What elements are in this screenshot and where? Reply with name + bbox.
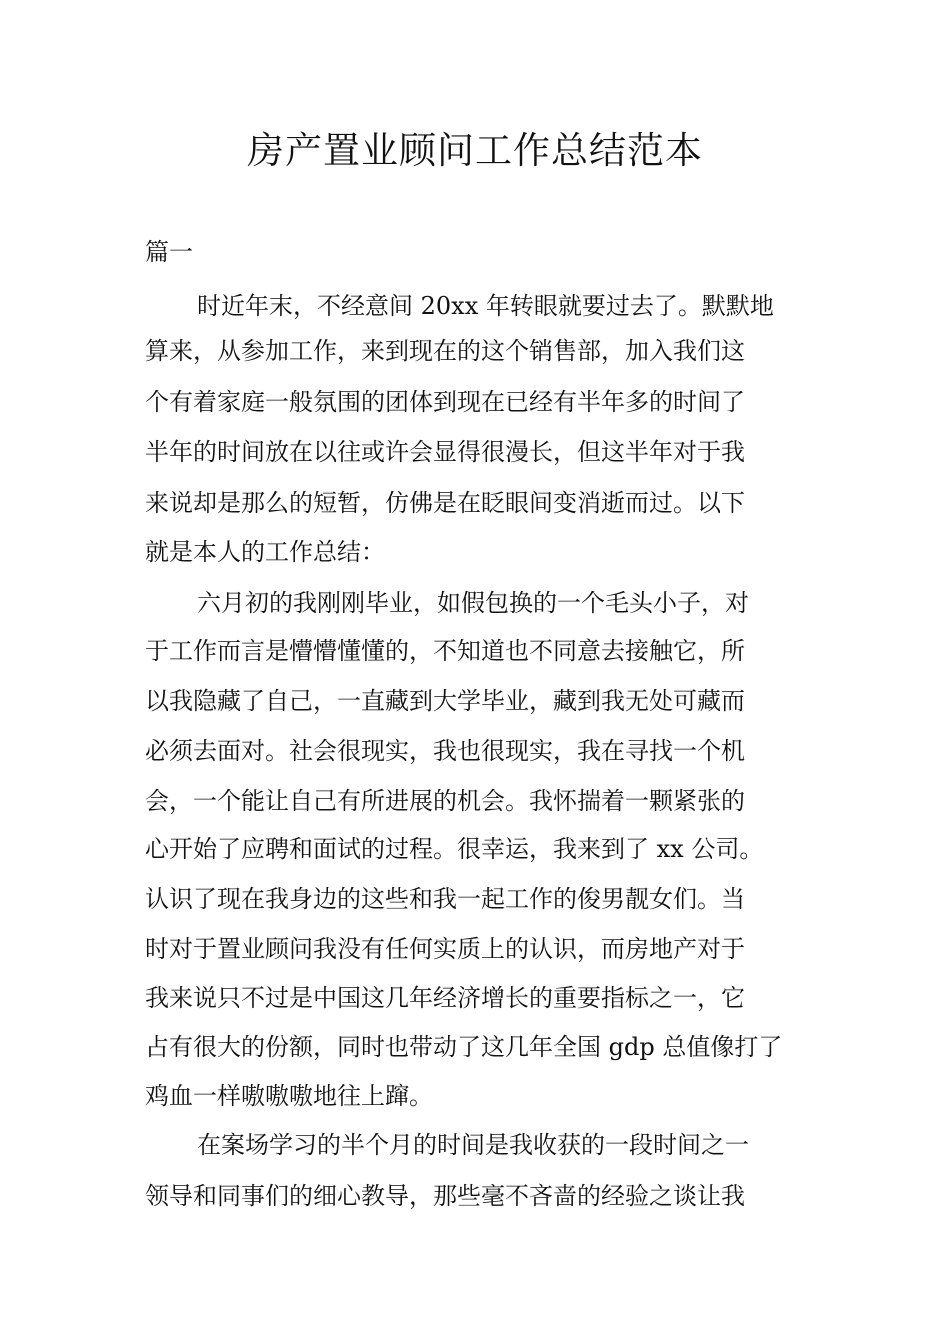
paragraph-2-line: 六月初的我刚刚毕业，如假包换的一个毛头小子，对 xyxy=(197,589,749,617)
paragraph-2-line: 我来说只不过是中国这几年经济增长的重要指标之一，它 xyxy=(145,984,745,1012)
paragraph-2-line: 于工作而言是懵懵懂懂的，不知道也不同意去接触它，所 xyxy=(145,637,745,665)
paragraph-1-line: 就是本人的工作总结： xyxy=(145,538,385,566)
paragraph-2-line: 心开始了应聘和面试的过程。很幸运，我来到了 xx 公司。 xyxy=(145,835,764,863)
paragraph-1-line: 时近年末，不经意间 20xx 年转眼就要过去了。默默地 xyxy=(197,292,774,320)
paragraph-2-line: 必须去面对。社会很现实，我也很现实，我在寻找一个机 xyxy=(145,737,745,765)
paragraph-2-line: 会，一个能让自己有所进展的机会。我怀揣着一颗紧张的 xyxy=(145,787,745,815)
paragraph-1-line: 半年的时间放在以往或许会显得很漫长，但这半年对于我 xyxy=(145,438,745,466)
paragraph-1-line: 来说却是那么的短暂，仿佛是在眨眼间变消逝而过。以下 xyxy=(145,489,745,517)
paragraph-1-line: 算来，从参加工作，来到现在的这个销售部，加入我们这 xyxy=(145,337,745,365)
paragraph-2-line: 鸡血一样嗷嗷嗷地往上蹿。 xyxy=(145,1082,433,1110)
paragraph-3-line: 在案场学习的半个月的时间是我收获的一段时间之一 xyxy=(197,1131,749,1159)
document-title: 房产置业顾问工作总结范本 xyxy=(247,129,703,172)
paragraph-2-line: 认识了现在我身边的这些和我一起工作的俊男靓女们。当 xyxy=(145,885,745,913)
paragraph-2-line: 时对于置业顾问我没有任何实质上的认识，而房地产对于 xyxy=(145,935,745,963)
paragraph-2-line: 以我隐藏了自己，一直藏到大学毕业，藏到我无处可藏而 xyxy=(145,687,745,715)
paragraph-2-line: 占有很大的份额，同时也带动了这几年全国 gdp 总值像打了 xyxy=(145,1033,783,1061)
paragraph-1-line: 个有着家庭一般氛围的团体到现在已经有半年多的时间了 xyxy=(145,388,745,416)
section-label: 篇一 xyxy=(145,238,193,266)
paragraph-3-line: 领导和同事们的细心教导，那些毫不吝啬的经验之谈让我 xyxy=(145,1182,745,1210)
